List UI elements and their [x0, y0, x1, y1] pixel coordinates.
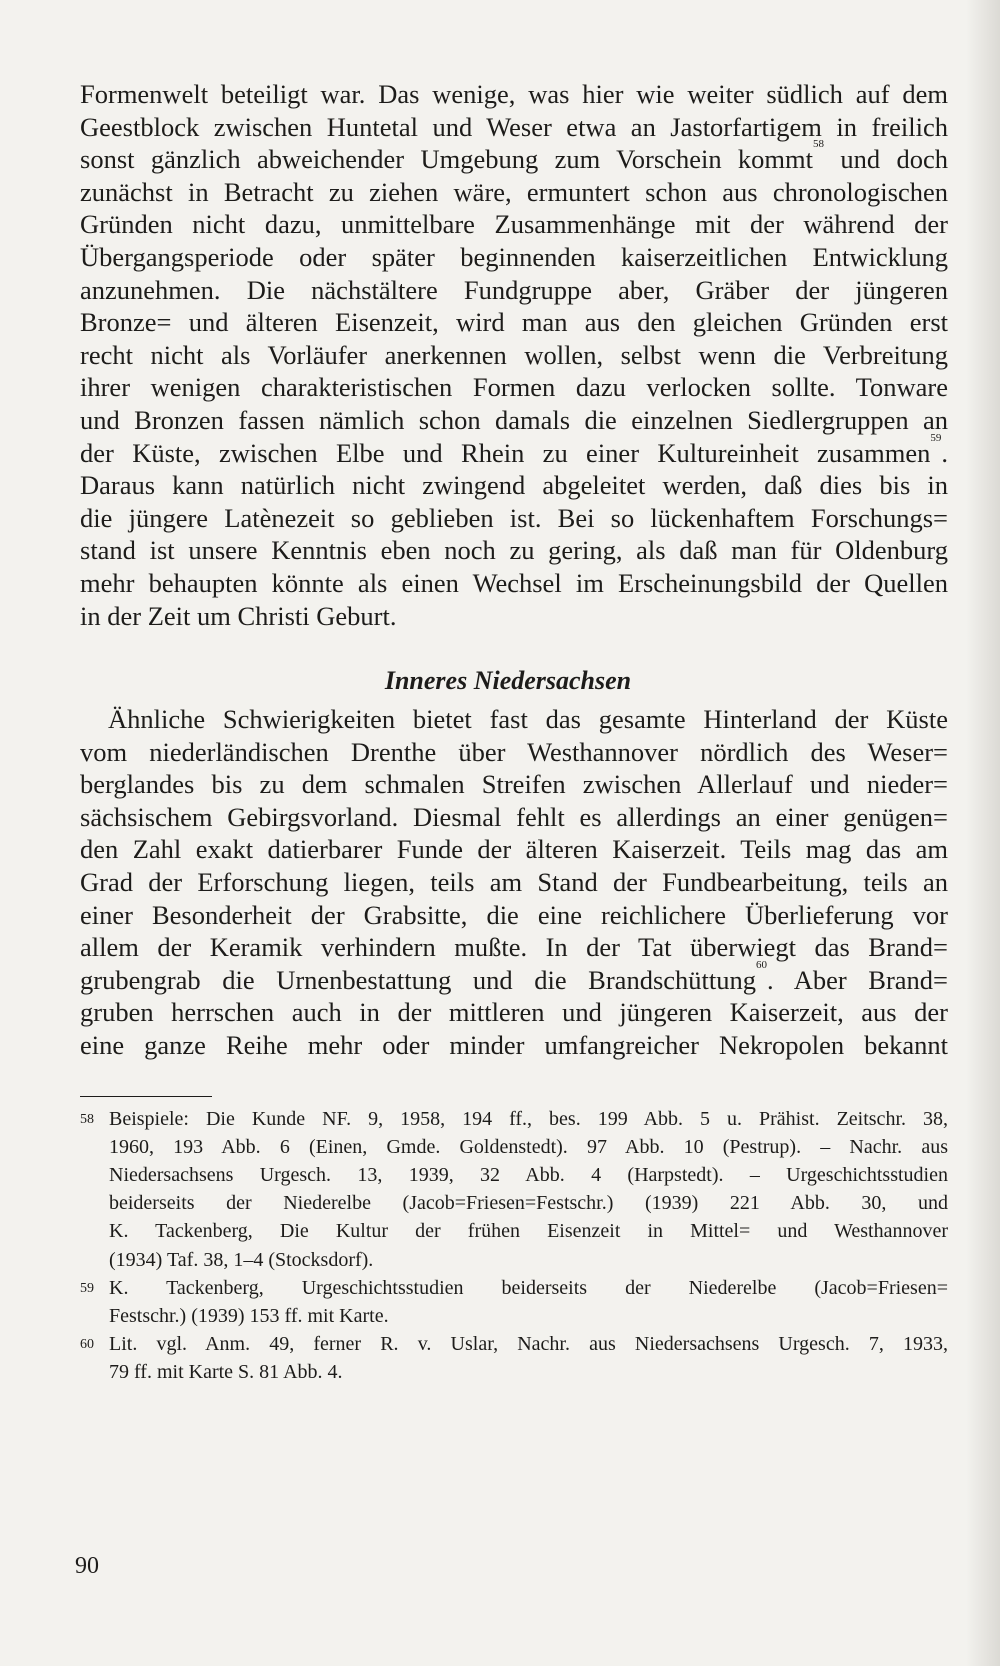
text-line: Daraus kann natürlich nicht zwingend abgeleitet werden, daß dies bis in — [80, 470, 948, 501]
text-line: Gründen nicht dazu, unmittelbare Zusammenhänge mit der während der — [80, 209, 948, 240]
text-line: vom niederländischen Drenthe über Westhannover nördlich des Weser= — [80, 736, 948, 767]
footnote — [80, 1274, 948, 1330]
main-text — [80, 78, 948, 1062]
footnote-line: K. Tackenberg, Die Kultur der frühen Eisenzeit in Mittel= und Westhannover — [109, 1220, 948, 1243]
footnote-line: Niedersachsens Urgesch. 13, 1939, 32 Abb. 4 (Harpstedt). – Urgeschichtsstudien — [109, 1164, 948, 1187]
footnote-number: 60 — [80, 1337, 94, 1353]
text-line-end: . Aber Brand= — [767, 964, 948, 995]
text-line: recht nicht als Vorläufer anerkennen wollen, selbst wenn die Verbreitung — [80, 339, 948, 370]
section-heading: Inneres Niedersachsen — [384, 666, 632, 696]
footnote-line: beiderseits der Niederelbe (Jacob=Friesen=Festschr.) (1939) 221 Abb. 30, und — [109, 1192, 948, 1215]
paragraph — [80, 703, 948, 1062]
text-line: Grad der Erforschung liegen, teils am Stand der Fundbearbeitung, teils an — [80, 867, 948, 898]
text-line: den Zahl exakt datierbarer Funde der älteren Kaiserzeit. Teils mag das am — [80, 834, 948, 865]
text-line: Übergangsperiode oder später beginnenden kaiserzeitlichen Entwicklung — [80, 241, 948, 272]
text-line-start: sonst gänzlich abweichender Umgebung zum Vorschein kommt — [80, 144, 814, 175]
text-line-end: und doch — [824, 144, 949, 175]
footnote-separator — [80, 1096, 212, 1097]
text-line-start: der Küste, zwischen Elbe und Rhein zu einer Kultureinheit zusammen — [80, 437, 931, 468]
text-line: Bronze= und älteren Eisenzeit, wird man aus den gleichen Gründen erst — [80, 307, 948, 338]
text-line: Ähnliche Schwierigkeiten bietet fast das gesamte Hinterland der Küste — [108, 704, 948, 735]
footnote-line: Festschr.) (1939) 153 ff. mit Karte. — [109, 1305, 389, 1328]
footnote — [80, 1330, 948, 1386]
text-line: Geestblock zwischen Huntetal und Weser etwa an Jastorfartigem in freilich — [80, 111, 948, 142]
footnote-line — [80, 1274, 948, 1302]
text-line — [80, 959, 948, 997]
text-line: allem der Keramik verhindern mußte. In der Tat überwiegt das Brand= — [80, 932, 948, 963]
footnote-text: Lit. vgl. Anm. 49, ferner R. v. Uslar, Nachr. aus Niedersachsens Urgesch. 7, 1933, — [109, 1333, 948, 1356]
footnote-number: 58 — [80, 1111, 94, 1127]
footnote-text: K. Tackenberg, Urgeschichtsstudien beiderseits der Niederelbe (Jacob=Friesen= — [109, 1276, 948, 1299]
book-page — [80, 78, 948, 1387]
text-line: zunächst in Betracht zu ziehen wäre, ermuntert schon aus chronologischen — [80, 176, 948, 207]
footnote-line — [80, 1330, 948, 1358]
text-line: stand ist unsere Kenntnis eben noch zu gering, als daß man für Oldenburg — [80, 535, 948, 566]
paragraph — [80, 78, 948, 632]
footnotes — [80, 1105, 948, 1387]
footnote-number: 59 — [80, 1280, 94, 1296]
text-line: und Bronzen fassen nämlich schon damals die einzelnen Siedlergruppen an — [80, 404, 948, 435]
text-line: die jüngere Latènezeit so geblieben ist. Bei so lückenhaftem Forschungs= — [80, 502, 948, 533]
text-line: Formenwelt beteiligt war. Das wenige, was hier wie weiter südlich auf dem — [80, 79, 948, 109]
text-line — [80, 138, 949, 176]
footnote-reference[interactable]: 59 — [930, 431, 942, 444]
footnote-reference[interactable]: 58 — [813, 138, 825, 151]
footnote-line: 79 ff. mit Karte S. 81 Abb. 4. — [109, 1361, 343, 1384]
text-line: ihrer wenigen charakteristischen Formen dazu verlocken sollte. Tonware — [80, 372, 948, 403]
page-number: 90 — [75, 1553, 99, 1579]
footnote-line — [80, 1105, 948, 1133]
text-line: berglandes bis zu dem schmalen Streifen zwischen Allerlauf und nieder= — [80, 769, 948, 800]
footnote-text: Beispiele: Die Kunde NF. 9, 1958, 194 ff., bes. 199 Abb. 5 u. Prähist. Zeitschr. 38, — [109, 1107, 948, 1130]
footnote-line: (1934) Taf. 38, 1–4 (Stocksdorf). — [109, 1248, 374, 1271]
footnote — [80, 1105, 948, 1274]
text-line: eine ganze Reihe mehr oder minder umfangreicher Nekropolen bekannt — [80, 1030, 948, 1061]
text-line — [80, 431, 948, 470]
text-line: gruben herrschen auch in der mittleren und jüngeren Kaiserzeit, aus der — [80, 997, 948, 1028]
text-line: anzunehmen. Die nächstältere Fundgruppe aber, Gräber der jüngeren — [80, 274, 948, 305]
footnote-line: 1960, 193 Abb. 6 (Einen, Gmde. Goldenstedt). 97 Abb. 10 (Pestrup). – Nachr. aus — [109, 1135, 948, 1158]
text-line: einer Besonderheit der Grabsitte, die eine reichlichere Überlieferung vor — [80, 899, 948, 930]
page-edge-shadow — [966, 0, 1000, 1666]
text-line: mehr behaupten könnte als einen Wechsel im Erscheinungsbild der Quellen — [80, 567, 948, 598]
text-line-end: . — [941, 437, 948, 468]
text-line-start: grubengrab die Urnenbestattung und die Brandschüttung — [80, 964, 756, 995]
text-line: in der Zeit um Christi Geburt. — [80, 600, 397, 631]
text-line: sächsischem Gebirgsvorland. Diesmal fehlt es allerdings an einer genügen= — [80, 801, 948, 832]
footnote-reference[interactable]: 60 — [756, 959, 767, 972]
